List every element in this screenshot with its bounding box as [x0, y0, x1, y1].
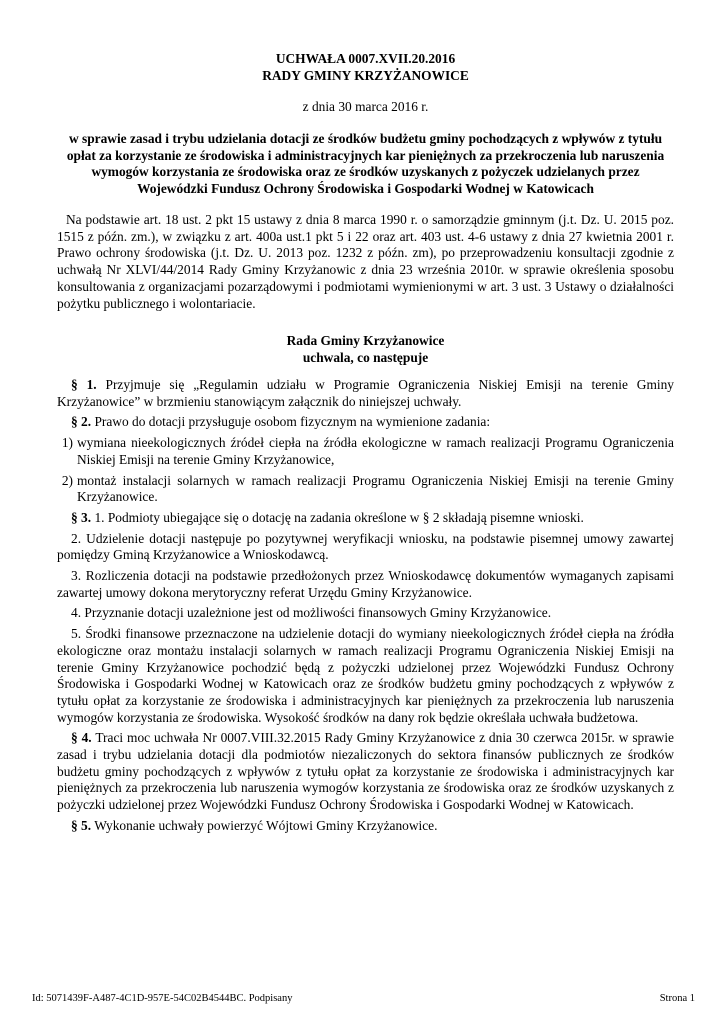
council-line-2: uchwala, co następuje [302, 349, 429, 365]
resolution-date: z dnia 30 marca 2016 r. [302, 99, 429, 114]
resolution-body [57, 377, 674, 839]
council-line-1: Rada Gminy Krzyżanowice [286, 333, 445, 348]
page-footer [32, 993, 695, 1004]
list-item-number: 1) [61, 435, 73, 451]
section-3-point-3: 3. Rozliczenia dotacji na podstawie przedłożonych przez Wnioskodawcę dokumentów wymaganych zapisami zawartej umowy dokona merytoryczny referat Urzędu Gminy Krzyżanowice. [57, 568, 674, 600]
title-line-1: UCHWAŁA 0007.XVII.20.2016 [275, 51, 456, 66]
section-4 [57, 730, 674, 814]
council-heading [57, 333, 674, 366]
section-3-point-1: 1. Podmioty ubiegające się o dotację na zadania określone w § 2 składają pisemne wnioski. [91, 509, 584, 525]
resolution-title [57, 51, 674, 84]
section-1-text: Przyjmuje się „Regulamin udziału w Programie Ograniczenia Niskiej Emisji na terenie Gminy Krzyżanowice” w brzmieniu stanowiącym załącznik do niniejszej uchwały. [57, 377, 674, 409]
section-3 [57, 510, 674, 527]
legal-basis-preamble: Na podstawie art. 18 ust. 2 pkt 15 ustawy z dnia 8 marca 1990 r. o samorządzie gminnym (j.t. Dz. U. 2015 poz. 1515 z późn. zm.), w związku z art. 400a ust.1 pkt 5 i 22 oraz art. 403 ust. 4-6 ustawy z dnia 27 kwietnia 2001 r. Prawo ochrony środowiska (j.t. Dz. U. 2013 poz. 1232 z późn. zm), po przeprowadzeniu konsultacji zgodnie z uchwałą Nr XLVI/44/2014 Rady Gminy Krzyżanowic z dnia 23 września 2010r. w sprawie określenia sposobu konsultowania z organizacjami pozarządowymi i podmiotami wymienionymi w art. 3 ust. 3 Ustawy o działalności pożytku publicznego i wolontariacie. [57, 212, 674, 311]
section-5 [57, 818, 674, 835]
section-2-text: Prawo do dotacji przysługuje osobom fizycznym na wymienione zadania: [91, 414, 491, 430]
section-4-text: Traci moc uchwała Nr 0007.VIII.32.2015 Rady Gminy Krzyżanowice z dnia 30 czerwca 2015r. w sprawie zasad i trybu udzielania dotacji dla podmiotów niezaliczonych do sektora finansów publicznych ze środków budżetu gminy pochodzących z wpływów z tytułu opłat za korzystanie ze środowiska i administracyjnych kar pieniężnych za przekroczenia lub naruszenia wymogów korzystania ze środowiska oraz ze środków uzyskanych z pożyczki udzielonej przez Wojewódzki Fundusz Ochrony Środowiska i Gospodarki Wodnej w Katowicach. [57, 730, 674, 813]
section-1-mark: § 1. [71, 377, 97, 392]
title-line-2: RADY GMINY KRZYŻANOWICE [262, 67, 469, 83]
section-2-mark: § 2. [71, 414, 92, 430]
section-5-mark: § 5. [71, 817, 92, 833]
resolution-subject: w sprawie zasad i trybu udzielania dotacji ze środków budżetu gminy pochodzących z wpływów z tytułu opłat za korzystanie ze środowiska i administracyjnych kar pieniężnych za przekroczenia lub naruszenia wymogów korzystania ze środowiska oraz ze środków uzyskanych z pożyczek udzielanych przez Wojewódzki Fundusz Ochrony Środowiska i Gospodarki Wodnej w Katowicach [66, 131, 665, 197]
list-item-text: wymiana nieekologicznych źródeł ciepła na źródła ekologiczne w ramach realizacji Programu Ograniczenia Niskiej Emisji na terenie Gminy Krzyżanowice, [77, 435, 674, 467]
section-5-text: Wykonanie uchwały powierzyć Wójtowi Gminy Krzyżanowice. [91, 817, 438, 833]
section-3-point-4: 4. Przyznanie dotacji uzależnione jest od możliwości finansowych Gminy Krzyżanowice. [71, 605, 552, 621]
section-3-mark: § 3. [71, 509, 92, 525]
section-3-point-2: 2. Udzielenie dotacji następuje po pozytywnej weryfikacji wniosku, na podstawie pisemnej umowy zawartej pomiędzy Gminą Krzyżanowice a Wnioskodawcą. [57, 530, 674, 563]
section-2 [57, 414, 674, 431]
section-1 [57, 377, 674, 410]
section-3-point-5: 5. Środki finansowe przeznaczone na udzielenie dotacji do wymiany nieekologicznych źródeł ciepła na źródła ekologiczne oraz montażu instalacji solarnych w ramach realizacji Programu Ograniczenia Niskiej Emisji na terenie Gminy Krzyżanowice pochodzić będą z pożyczki udzielonej przez Wojewódzki Fundusz Ochrony Środowiska i Gospodarki Wodnej w Katowicach oraz ze środków budżetu gminy pochodzących z wpływów z tytułu opłat za korzystanie ze środowiska i administracyjnych kar pieniężnych za przekroczenia lub naruszenia wymogów korzystania ze środowiska. Wysokość środków na dany rok będzie określała uchwała budżetowa. [57, 626, 674, 725]
page-number: Strona 1 [659, 993, 695, 1004]
list-item-number: 2) [61, 472, 73, 488]
list-item [57, 435, 674, 468]
list-item-text: montaż instalacji solarnych w ramach realizacji Programu Ograniczenia Niskiej Emisji na terenie Gminy Krzyżanowice. [77, 472, 674, 505]
section-4-mark: § 4. [71, 730, 92, 746]
document-id: Id: 5071439F-A487-4C1D-957E-54C02B4544BC. Podpisany [32, 993, 293, 1004]
list-item [57, 473, 674, 506]
